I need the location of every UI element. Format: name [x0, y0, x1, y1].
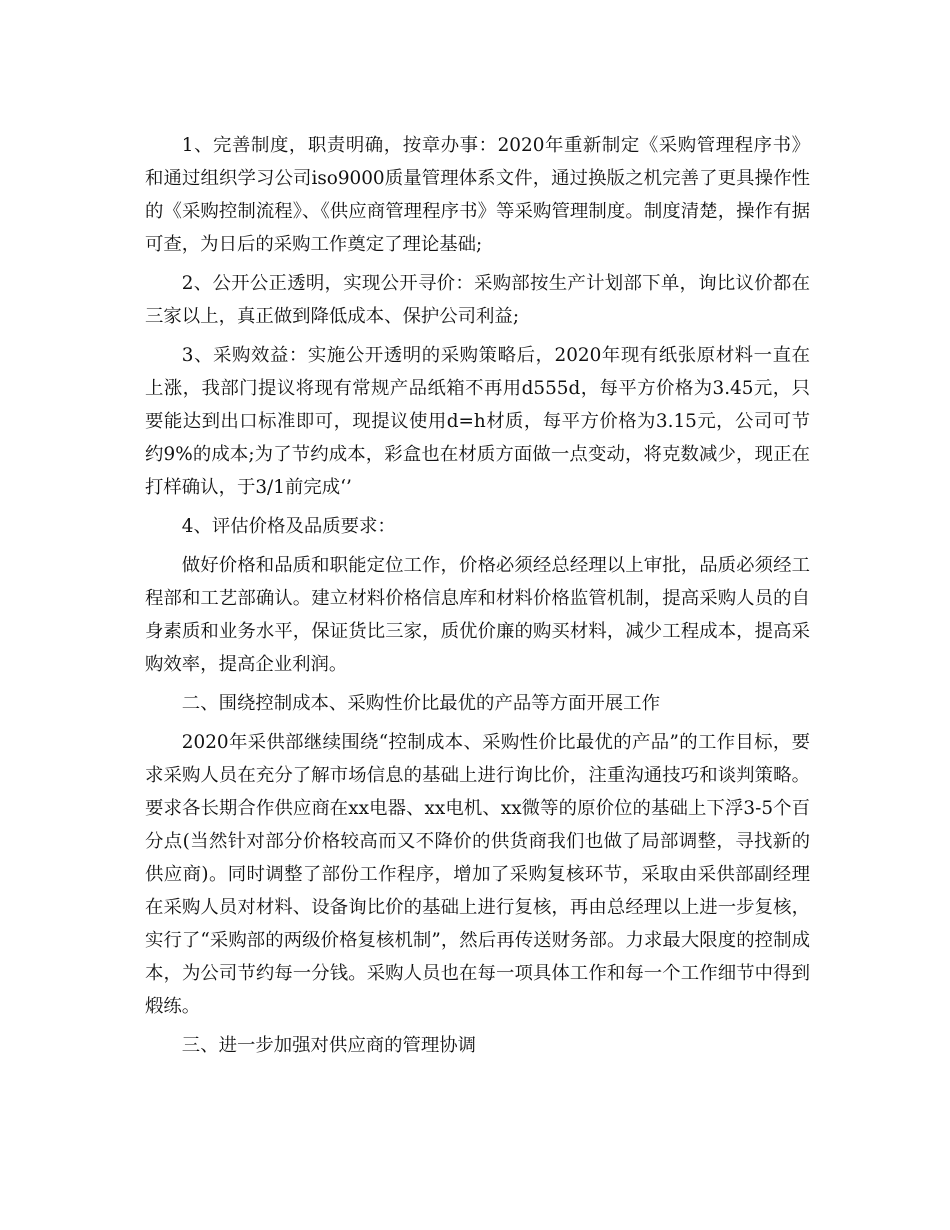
- paragraph-5: 做好价格和品质和职能定位工作，价格必须经总经理以上审批，品质必须经工程部和工艺部确认。建立材料价格信息库和材料价格监管机制，提高采购人员的自身素质和业务水平，保证货比三家，质优价廉的购买材料，减少工程成本，提高采购效率，提高企业利润。: [145, 555, 810, 675]
- document-body: [145, 129, 810, 1068]
- paragraph-3: 3、采购效益：实施公开透明的采购策略后，2020年现有纸张原材料一直在上涨，我部门提议将现有常规产品纸箱不再用d555d，每平方价格为3.45元，只要能达到出口标准即可，现提议使用d=h材质，每平方价格为3.15元，公司可节约9%的成本;为了节约成本，彩盒也在材质方面做一点变动，将克数减少，现正在打样确认，于3/1前完成‘’: [145, 345, 810, 498]
- paragraph-6: 2020年采供部继续围绕“控制成本、采购性价比最优的产品”的工作目标，要求采购人员在充分了解市场信息的基础上进行询比价，注重沟通技巧和谈判策略。要求各长期合作供应商在xx电器、xx电机、xx微等的原价位的基础上下浮3-5个百分点(当然针对部分价格较高而又不降价的供货商我们也做了局部调整，寻找新的供应商)。同时调整了部份工作程序，增加了采购复核环节，采取由采供部副经理在采购人员对材料、设备询比价的基础上进行复核，再由总经理以上进一步复核，实行了“采购部的两级价格复核机制”，然后再传送财务部。力求最大限度的控制成本，为公司节约每一分钱。采购人员也在每一项具体工作和每一个工作细节中得到煅练。: [145, 732, 810, 1017]
- paragraph-1: 1、完善制度，职责明确，按章办事：2020年重新制定《采购管理程序书》和通过组织学习公司iso9000质量管理体系文件，通过换版之机完善了更具操作性的《采购控制流程》、《供应商管理程序书》等采购管理制度。制度清楚，操作有据可查，为日后的采购工作奠定了理论基础;: [145, 135, 810, 255]
- section-heading-3: 三、进一步加强对供应商的管理协调: [181, 1035, 477, 1056]
- paragraph-2: 2、公开公正透明，实现公开寻价：采购部按生产计划部下单，询比议价都在三家以上，真正做到降低成本、保护公司利益;: [145, 273, 810, 327]
- section-heading-2: 二、围绕控制成本、采购性价比最优的产品等方面开展工作: [181, 693, 660, 714]
- paragraph-4: 4、评估价格及品质要求：: [181, 516, 396, 537]
